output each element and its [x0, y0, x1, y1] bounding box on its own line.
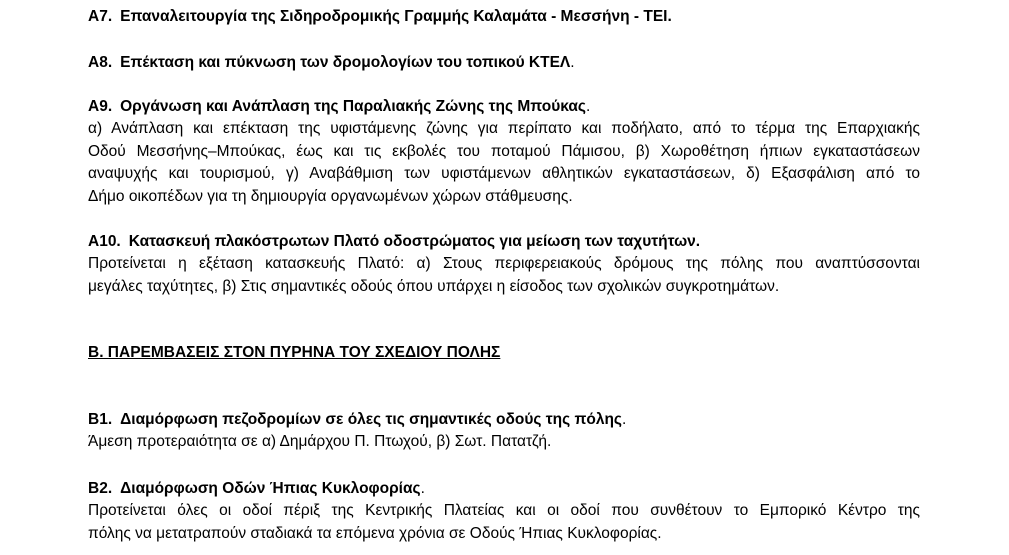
- item-b1-tail: .: [621, 411, 627, 428]
- item-a9-body-line: αναψυχής και τουρισμού, γ) Αναβάθμιση των υφιστάμενων αθλητικών εγκαταστάσεων, δ) Εξασφάλιση από το: [88, 165, 920, 182]
- item-b2-heading: [88, 478, 920, 500]
- item-b2-body-line: Προτείνεται όλες οι οδοί πέριξ της Κεντρικής Πλατείας και οι οδοί που συνθέτουν το Εμπορικό Κέντρο της: [88, 502, 920, 519]
- item-b1-body: [88, 431, 920, 454]
- item-b2-tail: .: [420, 480, 425, 497]
- item-a10: [88, 231, 920, 298]
- item-a10-body-line: Προτείνεται η εξέταση κατασκευής Πλατό: α) Στους περιφερειακούς δρόμους της πόλης που αναπτύσσονται: [88, 255, 920, 272]
- item-a9-heading: [88, 96, 920, 118]
- item-a10-heading: [88, 231, 920, 253]
- item-b2-body: [88, 500, 920, 545]
- item-a7-number: A7.: [88, 8, 113, 25]
- item-a7-heading: [88, 6, 920, 28]
- item-b2: [88, 478, 920, 545]
- item-b1-body-line: Άμεση προτεραιότητα σε α) Δημάρχου Π. Πτωχού, β) Σωτ. Πατατζή.: [88, 433, 552, 450]
- item-a8-tail: .: [570, 54, 575, 71]
- item-a7-title: Επαναλειτουργία της Σιδηροδρομικής Γραμμής Καλαμάτα - Μεσσήνη - ΤΕΙ.: [120, 8, 672, 25]
- item-a9-body-line: Δήμο οικοπέδων για τη δημιουργία οργανωμένων χώρων στάθμευσης.: [88, 187, 573, 205]
- item-a9-body-line: α) Ανάπλαση και επέκταση της υφιστάμενης ζώνης για περίπατο και ποδήλατο, από το τέρμα της Επαρχιακής: [88, 120, 920, 137]
- item-b1-title: Διαμόρφωση πεζοδρομίων σε όλες τις σημαντικές οδούς της πόλης: [120, 411, 622, 428]
- section-b-title: Β. ΠΑΡΕΜΒΑΣΕΙΣ ΣΤΟΝ ΠΥΡΗΝΑ ΤΟΥ ΣΧΕΔΙΟΥ ΠΟΛΗΣ: [88, 344, 501, 361]
- item-b1-number: Β1.: [88, 411, 113, 428]
- item-a8-heading: [88, 52, 920, 74]
- item-a9-body-line: Οδού Μεσσήνης–Μπούκας, έως και τις εκβολές του ποταμού Πάμισου, β) Χωροθέτηση ήπιων εγκαταστάσεων: [88, 142, 920, 160]
- item-a8-number: A8.: [88, 54, 113, 71]
- item-a10-number: A10.: [88, 233, 121, 250]
- item-a9-title: Οργάνωση και Ανάπλαση της Παραλιακής Ζώνης της Μπούκας: [120, 98, 586, 115]
- item-a9-number: A9.: [88, 98, 113, 115]
- item-a7: [88, 6, 920, 28]
- item-a10-body: [88, 253, 920, 298]
- item-b1: [88, 409, 920, 454]
- item-b2-title: Διαμόρφωση Οδών Ήπιας Κυκλοφορίας: [120, 480, 421, 497]
- item-a9-body: [88, 118, 920, 208]
- item-a8: [88, 52, 920, 74]
- item-a10-title: Κατασκευή πλακόστρωτων Πλατό οδοστρώματος για μείωση των ταχυτήτων.: [128, 233, 701, 250]
- item-a9: [88, 96, 920, 208]
- item-b2-body-line: πόλης να μετατραπούν σταδιακά τα επόμενα χρόνια σε Οδούς Ήπιας Κυκλοφορίας.: [88, 524, 662, 542]
- section-b: [88, 342, 920, 364]
- item-a8-title: Επέκταση και πύκνωση των δρομολογίων του τοπικού ΚΤΕΛ: [120, 54, 571, 71]
- item-b2-number: Β2.: [88, 480, 113, 497]
- item-a9-tail: .: [585, 98, 591, 115]
- item-a10-body-line: μεγάλες ταχύτητες, β) Στις σημαντικές οδούς όπου υπάρχει η είσοδος των σχολικών συγκροτημάτων.: [88, 277, 780, 295]
- item-b1-heading: [88, 409, 920, 431]
